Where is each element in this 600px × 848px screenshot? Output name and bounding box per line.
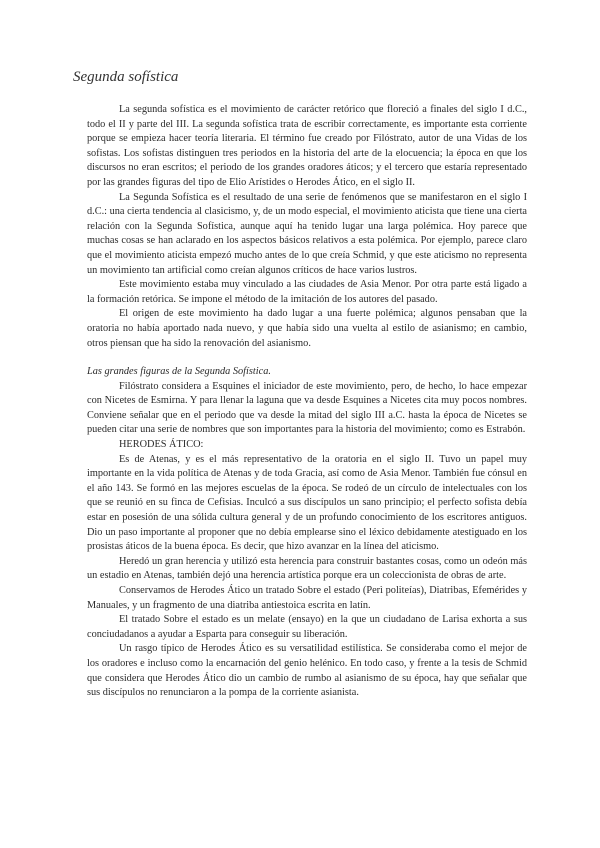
paragraph-intro-3: Este movimiento estaba muy vinculado a las ciudades de Asia Menor. Por otra parte está ligado a la formación retórica. Se impone el método de la imitación de los autores del pasado.: [87, 279, 527, 305]
paragraph-herodes-1: Es de Atenas, y es el más representativo de la oratoria en el siglo II. Tuvo un papel muy importante en la vida política de Atenas y de toda Gracia, así como de Asia Menor. También fue cónsul en el año 143. Se formó en las mejores escuelas de la época. Se rodeó de un círculo de intelectuales con los que se reunió en su finca de Cefisias. Inculcó a sus discípulos un sano principio; el perfecto sofista debía estar en posesión de una sólida cultura general y de un profundo conocimiento de los escritores antiguos. Dio un paso importante al proponer que no debía emplearse sino el léxico debidamente atestiguado en los prosistas áticos de la buena época. Es decir, que hizo avanzar en la línea del aticismo.: [87, 453, 527, 553]
paragraph-herodes-3: Conservamos de Herodes Ático un tratado Sobre el estado (Perì politeías), Diatribas, Efemérides y Manuales, y un fragmento de una diatriba antiestoica escrita en latín.: [87, 585, 527, 611]
document-title: Segunda sofística: [73, 69, 179, 85]
document-body: [87, 103, 527, 701]
paragraph-intro-1: La segunda sofística es el movimiento de carácter retórico que floreció a finales del siglo I d.C., todo el II y parte del III. La segunda sofística trata de escribir correctamente, es importante esta corriente porque se empieza hacer teoría literaria. El término fue creado por Filóstrato, autor de una Vidas de los sofistas. Los sofistas distinguen tres periodos en la historia del arte de la elocuencia; la época en que los discursos no eran escritos; el periodo de los grandes oradores áticos; y el tercero que estaría representado por las grandes figuras del tipo de Elio Arístides o Herodes Ático, en el siglo II.: [87, 104, 527, 188]
paragraph-section-intro: Filóstrato considera a Esquines el iniciador de este movimiento, pero, de hecho, lo hace empezar con Nicetes de Esmirna. Y para llenar la laguna que va desde Esquines a Nicetes cita muy pocos nombres. Conviene señalar que en el periodo que va desde la mitad del siglo III a.C. hasta la época de Nicetes se pueden citar una serie de nombres que son importantes para la historia del movimiento; como es Estrabón.: [87, 380, 527, 436]
paragraph-intro-4: El origen de este movimiento ha dado lugar a una fuerte polémica; algunos pensaban que la oratoria no había aportado nada nuevo, y que había sido una vuelta al estilo de asianismo; en cambio, otros piensan que ha sido la renovación del asianismo.: [87, 308, 527, 349]
section-title: Las grandes figuras de la Segunda Sofística.: [87, 366, 271, 378]
paragraph-herodes-4: El tratado Sobre el estado es un melate (ensayo) en la que un ciudadano de Larisa exhorta a sus conciudadanos a ayudar a Esparta para conseguir su liberación.: [87, 614, 527, 640]
paragraph-intro-2: La Segunda Sofística es el resultado de una serie de fenómenos que se manifestaron en el siglo I d.C.: una cierta tendencia al clasicismo, y, de un modo especial, el movimiento aticista que tiene una cierta relación con la Segunda Sofística, aunque aquí ha tenido lugar una larga polémica. Hoy parece que muchas cosas se han aclarado en los aspectos básicos relativos a esta polémica. Por ejemplo, parece claro que el movimiento aticista empezó mucho antes de lo que creía Schmid, y que este aticismo no representa un movimiento tan artificial como creían algunos críticos de hace varios lustros.: [87, 191, 527, 276]
paragraph-herodes-5: Un rasgo típico de Herodes Ático es su versatilidad estilística. Se consideraba como el mejor de los oradores e incluso como la encarnación del genio helénico. En todo caso, y frente a la tesis de Schmid que considera que Herodes Ático dio un cambio de rumbo al asianismo de su época, hay que señalar que sus discípulos no renunciaron a la pompa de la corriente asianista.: [87, 643, 527, 699]
paragraph-herodes-2: Heredó un gran herencia y utilizó esta herencia para construir bastantes cosas, como un odeón más un estadio en Atenas, también dejó una herencia artística porque era un coleccionista de obras de arte.: [87, 555, 527, 582]
herodes-heading: HERODES ÁTICO:: [119, 439, 204, 451]
